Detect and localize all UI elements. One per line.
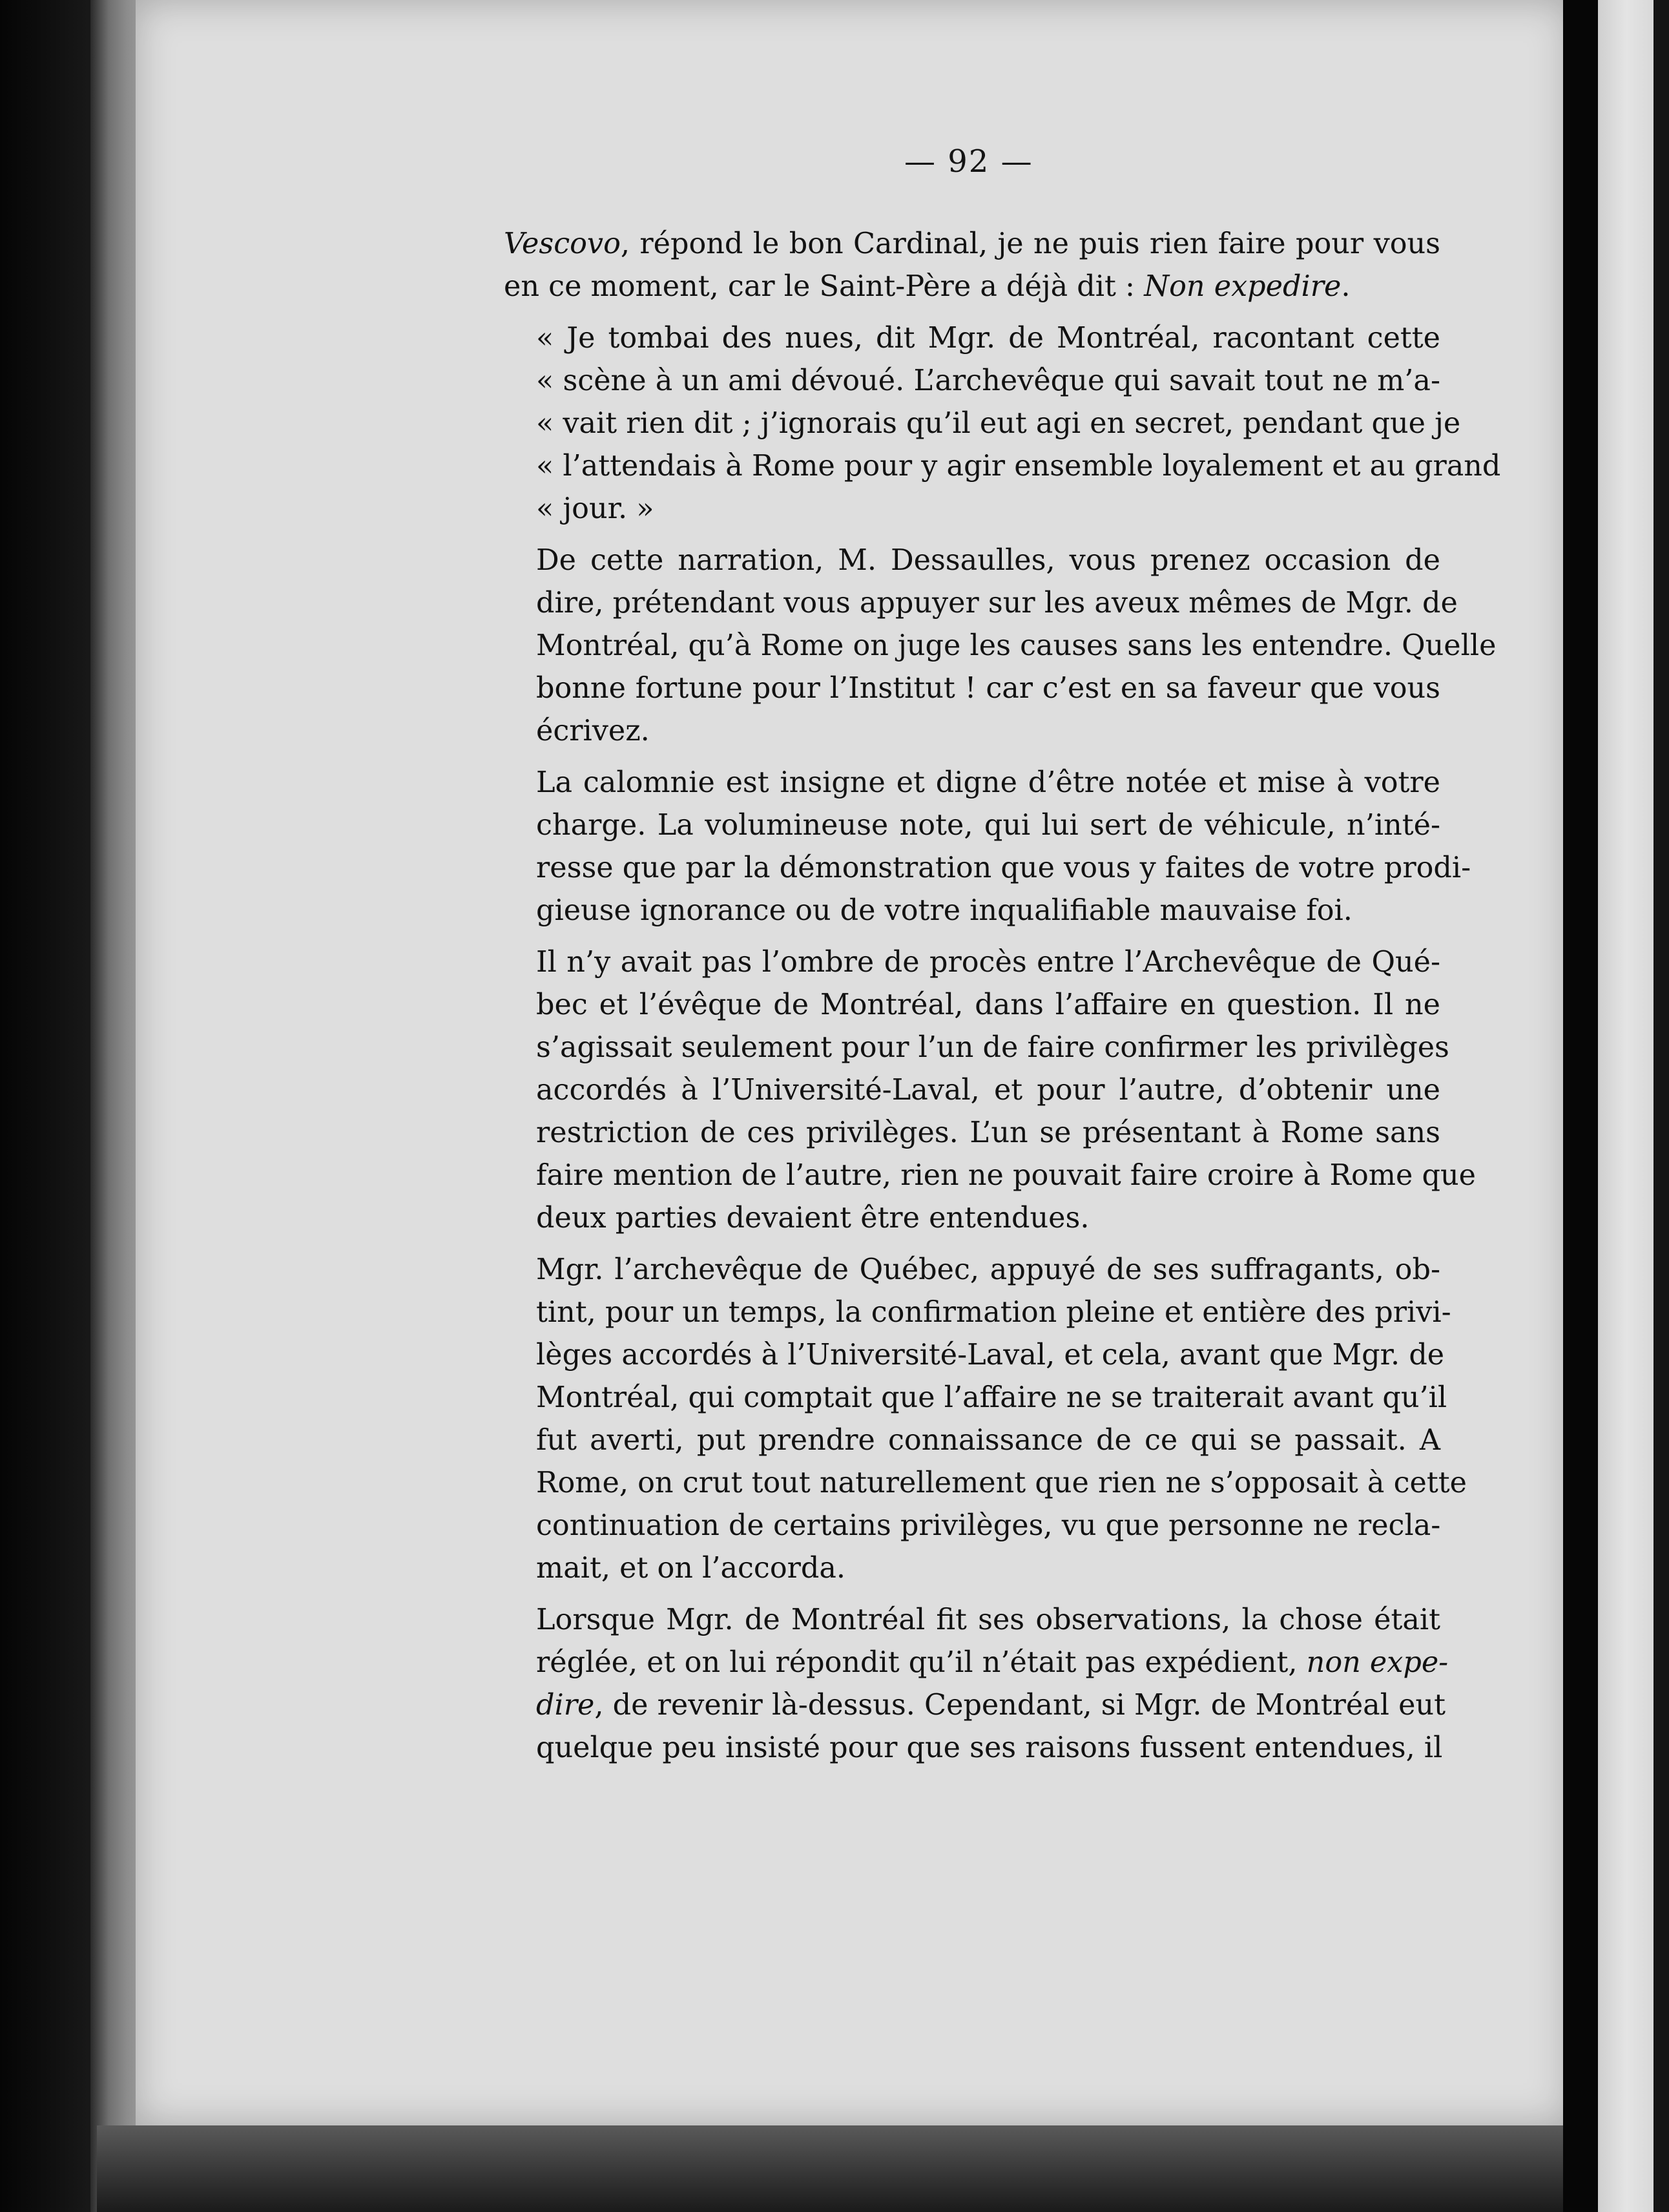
scan-right-border [1653, 0, 1669, 2212]
paragraph-7 [504, 1599, 1449, 1769]
text-span: réglée, et on lui répondit qu’il n’était pas expédient, [536, 1646, 1307, 1679]
paragraph-5 [504, 941, 1476, 1240]
paragraph-1 [504, 223, 1440, 308]
text-span: en ce moment, car le Saint-Père a déjà dit : [504, 270, 1145, 303]
text-line: continuation de certains privilèges, vu que personne ne recla- [536, 1509, 1441, 1542]
paragraph-6 [504, 1249, 1467, 1590]
text-line [504, 1642, 1449, 1684]
text-line: Rome, on crut tout naturellement que rien ne s’opposait à cette [536, 1466, 1467, 1499]
text-line: « Je tombai des nues, dit Mgr. de Montréal, racontant cette [536, 322, 1440, 355]
italic-text: non expe- [1306, 1646, 1449, 1679]
text-line: bonne fortune pour l’Institut ! car c’est en sa faveur que vous [536, 672, 1440, 705]
text-line: « l’attendais à Rome pour y agir ensemble loyalement et au grand [536, 450, 1501, 483]
text-line: faire mention de l’autre, rien ne pouvait faire croire à Rome que [536, 1159, 1476, 1192]
text-line [504, 1684, 1446, 1727]
text-line: deux parties devaient être entendues. [536, 1202, 1090, 1235]
text-line: quelque peu insisté pour que ses raisons fussent entendues, il [536, 1731, 1443, 1764]
text-line: Lorsque Mgr. de Montréal fit ses observations, la chose était [536, 1603, 1440, 1636]
scan-left-border [0, 0, 97, 2212]
text-line: « scène à un ami dévoué. L’archevêque qui savait tout ne m’a- [536, 364, 1440, 397]
text-line: La calomnie est insigne et digne d’être notée et mise à votre [536, 766, 1440, 799]
italic-text: Vescovo [504, 227, 621, 260]
text-line: Mgr. l’archevêque de Québec, appuyé de ses suffragants, ob- [536, 1253, 1440, 1286]
text-line: s’agissait seulement pour l’un de faire confirmer les privilèges [536, 1031, 1449, 1064]
paragraph-2 [504, 317, 1501, 530]
page-number: — 92 — [904, 143, 1033, 180]
text-line: resse que par la démonstration que vous y faites de votre prodi- [536, 851, 1471, 884]
text-line: fut averti, put prendre connaissance de ce qui se passait. A [536, 1424, 1440, 1457]
text-line: Il n’y avait pas l’ombre de procès entre l’Archevêque de Qué- [536, 946, 1440, 979]
text-line: De cette narration, M. Dessaulles, vous prenez occasion de [536, 544, 1440, 577]
text-line: mait, et on l’accorda. [536, 1552, 846, 1585]
text-line: restriction de ces privilèges. L’un se présentant à Rome sans [536, 1116, 1440, 1149]
italic-text: Non expedire [1144, 270, 1342, 303]
text-line: Montréal, qu’à Rome on juge les causes sans les entendre. Quelle [536, 629, 1497, 662]
text-span: , de revenir là-dessus. Cependant, si Mgr. de Montréal eut [594, 1689, 1446, 1722]
page-bottom-shadow [97, 2125, 1570, 2212]
italic-text: dire [536, 1689, 595, 1722]
paragraph-4 [504, 762, 1471, 932]
text-line [504, 266, 1440, 308]
text-line: gieuse ignorance ou de votre inqualifiable mauvaise foi. [536, 894, 1353, 927]
text-line: « vait rien dit ; j’ignorais qu’il eut agi en secret, pendant que je [536, 407, 1461, 440]
body-text [504, 223, 1501, 1779]
text-line: dire, prétendant vous appuyer sur les aveux mêmes de Mgr. de [536, 587, 1458, 620]
paragraph-3 [504, 539, 1497, 753]
book-binding-edge [90, 0, 142, 2212]
text-line: écrivez. [536, 715, 650, 747]
text-line: bec et l’évêque de Montréal, dans l’affaire en question. Il ne [536, 988, 1440, 1021]
text-line [504, 223, 1440, 266]
text-line: charge. La volumineuse note, qui lui sert de véhicule, n’inté- [536, 809, 1440, 842]
text-line: accordés à l’Université-Laval, et pour l’autre, d’obtenir une [536, 1074, 1440, 1107]
scan-right-gutter [1563, 0, 1598, 2212]
text-line: Montréal, qui comptait que l’affaire ne se traiterait avant qu’il [536, 1381, 1447, 1414]
text-line: « jour. » [536, 492, 654, 525]
text-span: , répond le bon Cardinal, je ne puis rien faire pour vous [620, 227, 1440, 260]
text-line: tint, pour un temps, la confirmation pleine et entière des privi- [536, 1296, 1451, 1329]
text-span: . [1341, 270, 1351, 303]
text-line: lèges accordés à l’Université-Laval, et cela, avant que Mgr. de [536, 1339, 1445, 1372]
